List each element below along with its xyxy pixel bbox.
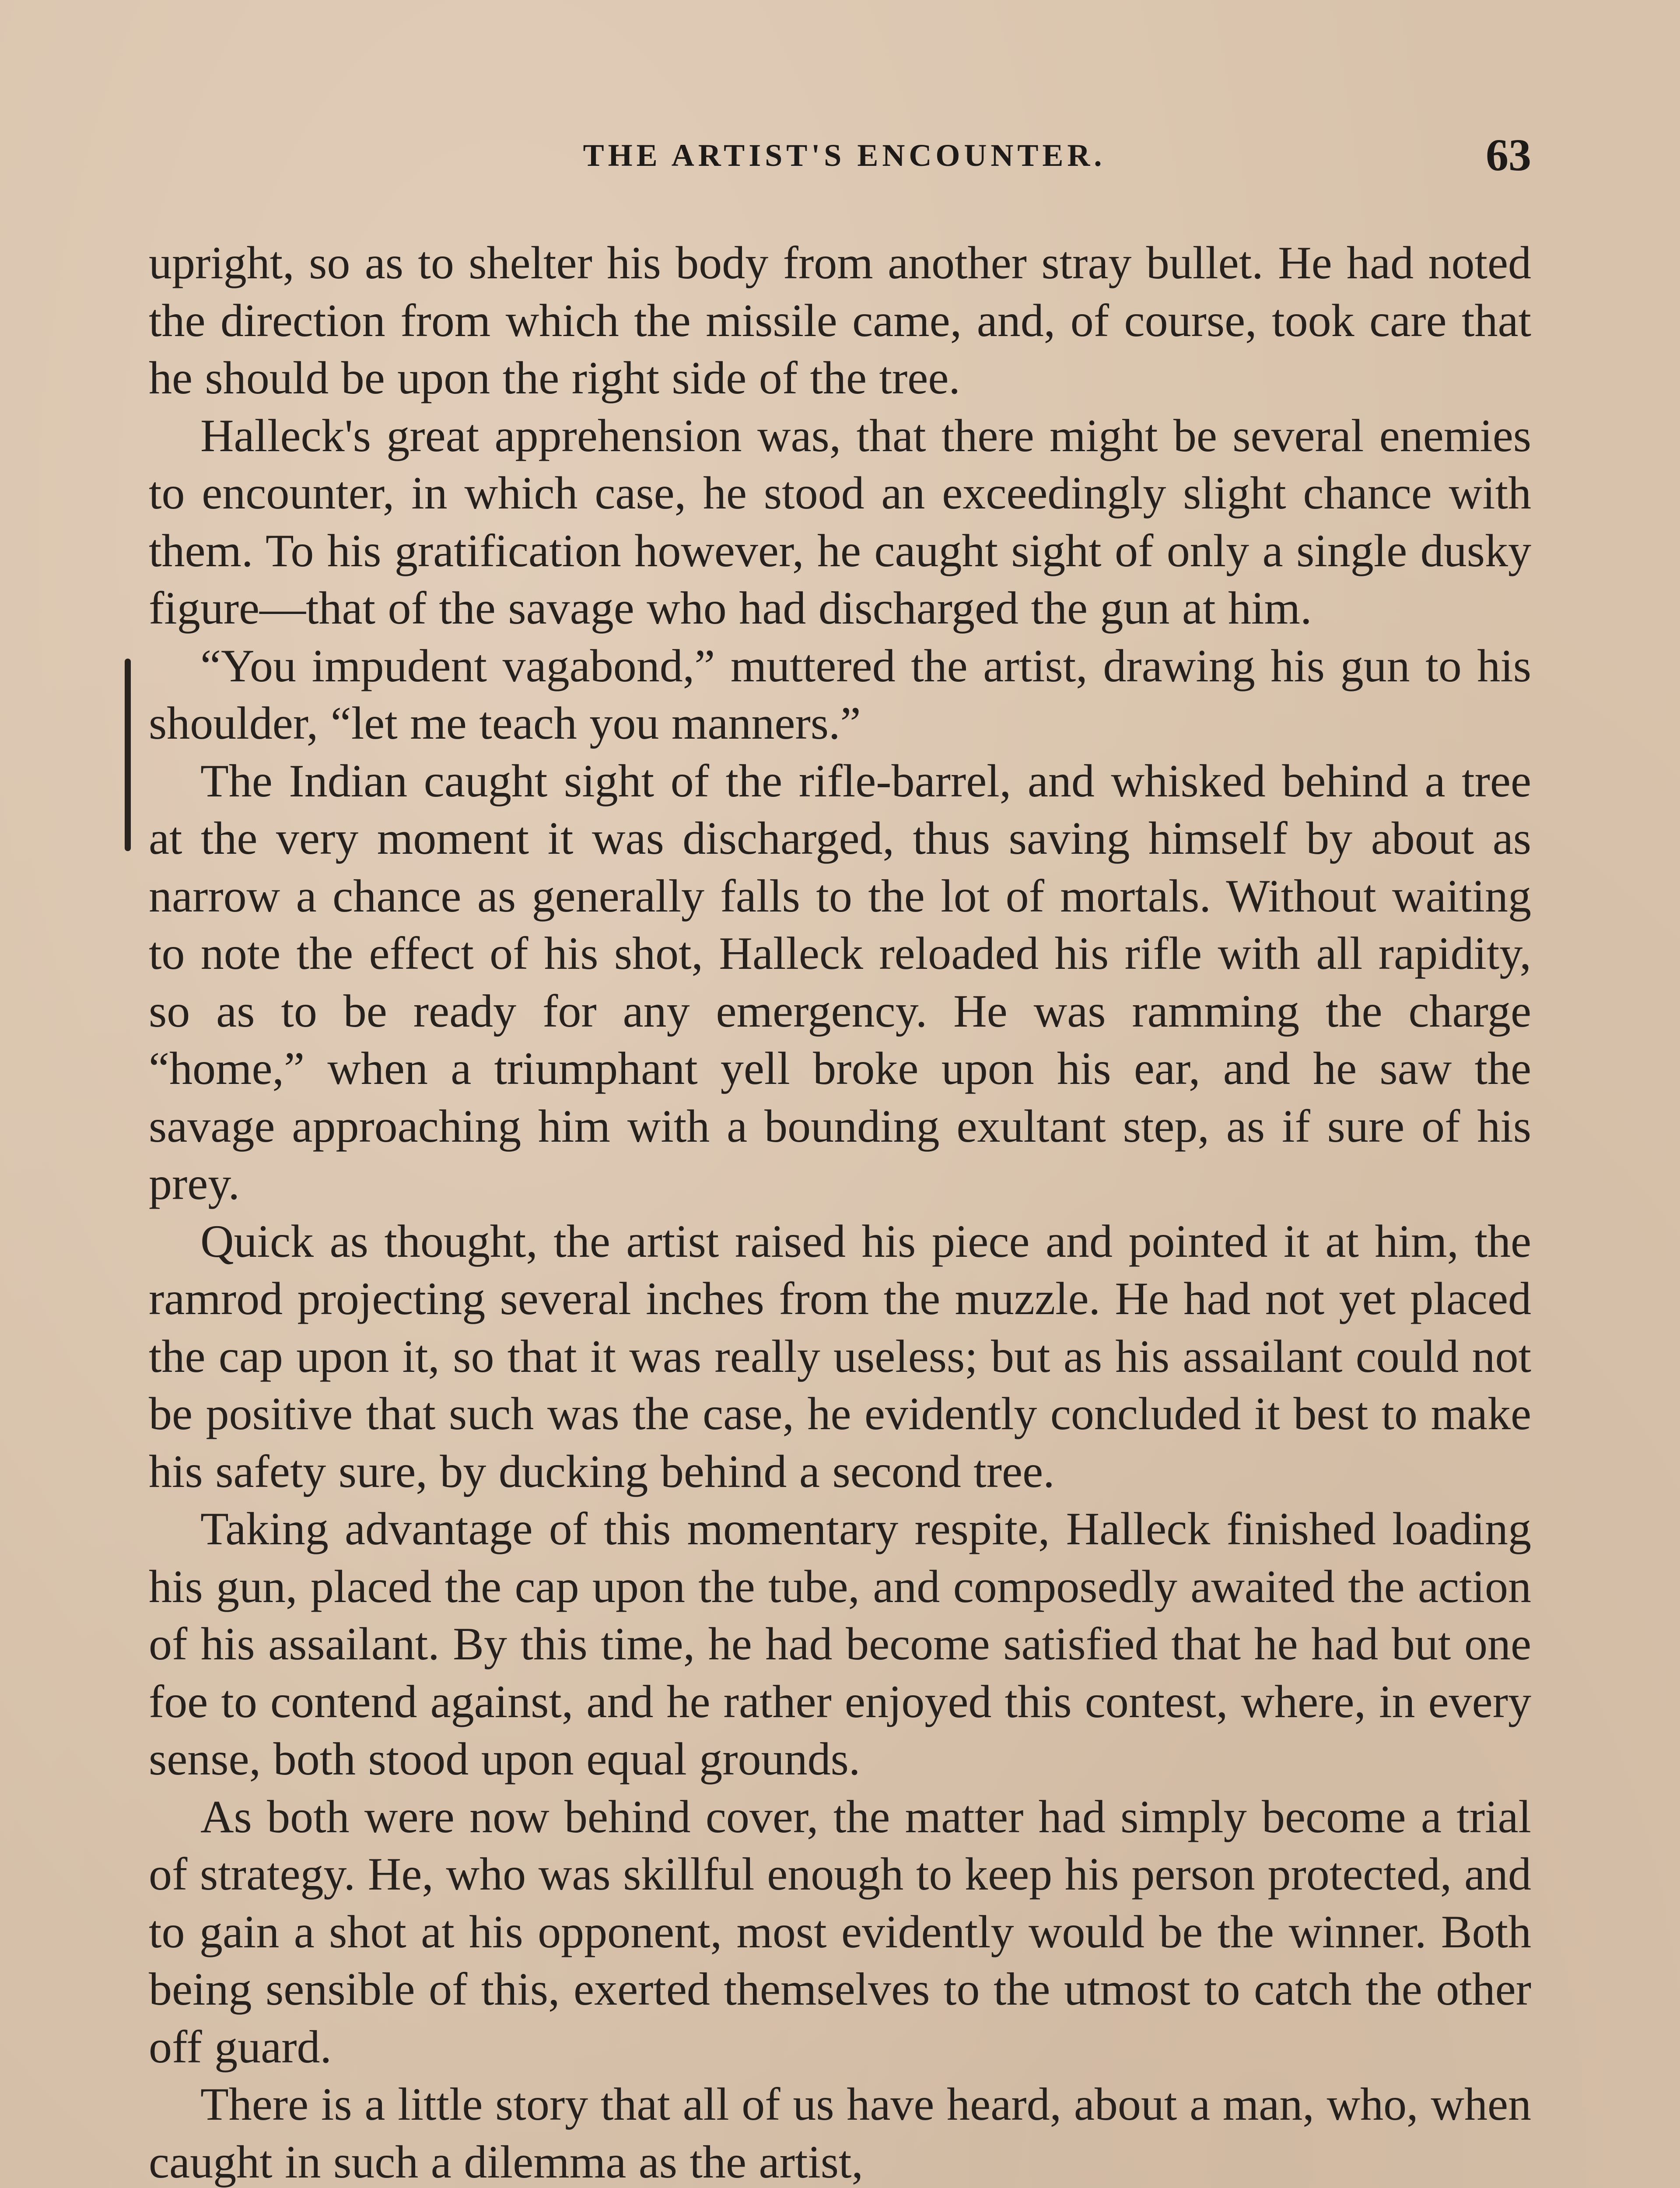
paragraph: As both were now behind cover, the matter had simply become a trial of strategy. He, who was skillful enough to keep his person protected, and to gain a shot at his opponent, most evidently would be the winner. Both being sensible of this, exerted themselves to the utmost to catch the other off guard. [149,1791,1531,2072]
paragraph-continued: There is a little story that all of us have heard, about a man, who, when caught in such a dilemma as the artist, [149,2079,1531,2188]
paragraph: The Indian caught sight of the rifle-barrel, and whisked behind a tree at the very moment it was discharged, thus saving himself by about as narrow a chance as generally falls to the lot of mortals. Without waiting to note the effect of his shot, Halleck reloaded his rifle with all rapidity, so as to be ready for any emergency. He was ramming the charge “home,” when a triumphant yell broke upon his ear, and he saw the savage approaching him with a bounding exultant step, as if sure of his prey. [149,755,1531,1209]
margin-pencil-mark [125,659,131,851]
page-header [158,127,1531,184]
page-number: 63 [1486,130,1531,180]
paragraph: Quick as thought, the artist raised his piece and pointed it at him, the ramrod projecting several inches from the muzzle. He had not yet placed the cap upon it, so that it was really useless; but as his assailant could not be positive that such was the case, he evidently concluded it best to make his safety sure, by ducking behind a second tree. [149,1215,1531,1497]
paragraph: Halleck's great apprehension was, that there might be several enemies to encounter, in which case, he stood an exceedingly slight chance with them. To his gratification however, he caught sight of only a single dusky figure—that of the savage who had discharged the gun at him. [149,410,1531,634]
paragraph: Taking advantage of this momentary respite, Halleck finished loading his gun, placed the cap upon the tube, and composedly awaited the action of his assailant. By this time, he had become satisfied that he had but one foe to contend against, and he rather enjoyed this contest, where, in every sense, both stood upon equal grounds. [149,1503,1531,1785]
paragraph-continuation: upright, so as to shelter his body from another stray bullet. He had noted the direction from which the missile came, and, of course, took care that he should be upon the right side of the tree. [149,237,1531,403]
body-text [149,234,1531,2188]
running-head: THE ARTIST'S ENCOUNTER. [583,138,1106,173]
paragraph: “You impudent vagabond,” muttered the artist, drawing his gun to his shoulder, “let me teach you manners.” [149,640,1531,749]
